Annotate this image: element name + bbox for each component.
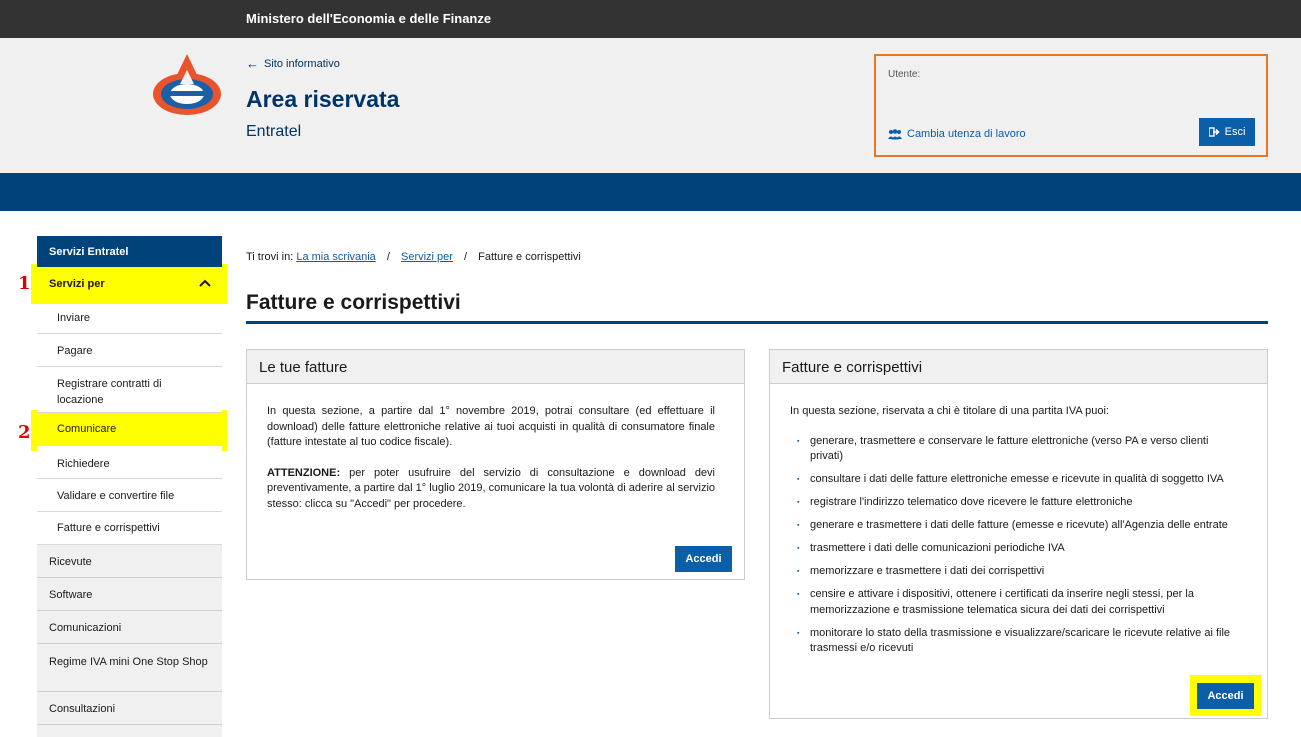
- card-le-tue-fatture: [246, 349, 745, 580]
- card-attention: [267, 466, 715, 513]
- accedi-button-corrispettivi[interactable]: [1197, 683, 1254, 709]
- logout-label: Esci: [1224, 126, 1246, 138]
- sidebar-item-comunicare[interactable]: [37, 413, 222, 446]
- title-divider: [246, 321, 1268, 324]
- logout-button[interactable]: [1199, 118, 1255, 146]
- breadcrumb-separator: /: [386, 251, 390, 263]
- back-link-label: Sito informativo: [264, 57, 340, 70]
- sidebar-item-label: Comunicare: [57, 423, 117, 435]
- sidebar-item-label: Servizi per: [49, 278, 105, 290]
- users-icon: [888, 129, 902, 140]
- sidebar-item-validare[interactable]: [37, 479, 222, 512]
- sidebar-item-label: Consultazioni: [49, 703, 116, 715]
- list-item: ▪ generare, trasmettere e conservare le fatture elettroniche (verso PA e verso clienti privati): [790, 434, 1242, 465]
- services-list: [790, 434, 1242, 657]
- back-link[interactable]: [246, 56, 340, 71]
- annotation-marker-2: 2: [18, 422, 31, 443]
- breadcrumb: [246, 251, 581, 263]
- sidebar-item-servizi-per[interactable]: [37, 267, 222, 301]
- annotation-marker-1: 1: [18, 273, 31, 294]
- sidebar-item-label: Richiedere: [57, 458, 110, 470]
- change-workspace-label: Cambia utenza di lavoro: [907, 128, 1026, 140]
- chevron-up-icon: [199, 279, 211, 287]
- card-body: [790, 404, 1242, 664]
- list-item: ▪ consultare i dati delle fatture elettroniche emesse e ricevute in qualità di soggetto IVA: [790, 472, 1242, 488]
- card-paragraph: In questa sezione, a partire dal 1° novembre 2019, potrai consultare (ed effettuare il download) delle fatture elettroniche relative ai tuoi acquisti in qualità di consumatore finale (fatture intestate al tuo codice fiscale).: [267, 405, 715, 448]
- sidebar-item-label: Software: [49, 589, 93, 601]
- breadcrumb-separator: /: [464, 251, 468, 263]
- sidebar-item-fatture[interactable]: [37, 512, 222, 545]
- sidebar-item-inviare[interactable]: [37, 301, 222, 334]
- list-item: ▪ registrare l'indirizzo telematico dove ricevere le fatture elettroniche: [790, 495, 1242, 511]
- user-box: [874, 54, 1268, 157]
- page-title: Fatture e corrispettivi: [246, 291, 461, 314]
- list-item: ▪ generare e trasmettere i dati delle fatture (emesse e ricevute) all'Agenzia delle entrate: [790, 518, 1242, 534]
- card-body: [267, 404, 715, 512]
- agency-logo-icon[interactable]: [150, 54, 224, 116]
- accedi-button-fatture[interactable]: [675, 546, 732, 572]
- sidebar-item-label: Validare e convertire file: [57, 490, 175, 502]
- nav-band: [0, 173, 1301, 211]
- card-title: Fatture e corrispettivi: [770, 350, 1267, 384]
- accedi-label: Accedi: [685, 553, 722, 565]
- sidebar-item-registrare[interactable]: [37, 367, 222, 413]
- page-header-title: Area riservata: [246, 86, 400, 112]
- sidebar-item-label: Regime IVA mini One Stop Shop: [49, 656, 208, 668]
- breadcrumb-prefix: Ti trovi in:: [246, 251, 294, 263]
- attention-label: ATTENZIONE:: [267, 466, 341, 479]
- sidebar-item-pagare[interactable]: [37, 334, 222, 367]
- top-bar: [0, 0, 1301, 38]
- breadcrumb-link-servizi-per[interactable]: Servizi per: [401, 251, 453, 263]
- sidebar-item-ricevute[interactable]: [37, 545, 222, 578]
- card-title: Le tue fatture: [247, 350, 744, 384]
- sidebar-item-label: Inviare: [57, 312, 91, 324]
- list-item: ▪ memorizzare e trasmettere i dati dei corrispettivi: [790, 564, 1242, 580]
- sidebar-item-regime-iva[interactable]: [37, 644, 222, 692]
- sidebar-item-label: Registrare contratti di locazione: [57, 378, 162, 406]
- list-item: ▪ censire e attivare i dispositivi, ottenere i certificati da inserire negli stessi, per la memorizzazione e trasmissione telematica sicura dei dati dei corrispettivi: [790, 587, 1242, 618]
- card-intro: In questa sezione, riservata a chi è titolare di una partita IVA puoi:: [790, 405, 1109, 417]
- sidebar-item-comunicazioni[interactable]: [37, 611, 222, 644]
- sidebar-item-richiedere[interactable]: [37, 446, 222, 479]
- page-header-subtitle: Entratel: [246, 123, 302, 140]
- sidebar-item-label: Fatture e corrispettivi: [57, 522, 160, 534]
- list-item: ▪ trasmettere i dati delle comunicazioni periodiche IVA: [790, 541, 1242, 557]
- change-workspace-link[interactable]: [888, 128, 1026, 140]
- arrow-left-icon: ←: [246, 56, 259, 71]
- sidebar-item-label: Comunicazioni: [49, 622, 122, 634]
- attention-text: per poter usufruire del servizio di consultazione e download devi preventivamente, a partire dal 1° luglio 2019, comunicare la tua volontà di aderire al servizio stesso: clicca su "Accedi" per procedere.: [267, 466, 715, 510]
- sidebar-item-label: Ricevute: [49, 556, 92, 568]
- utente-label: Utente:: [888, 69, 921, 80]
- sidebar-item-consultazioni[interactable]: [37, 692, 222, 725]
- sidebar-item-label: Pagare: [57, 345, 93, 357]
- sidebar-item-software[interactable]: [37, 578, 222, 611]
- sidebar: [37, 236, 222, 737]
- card-fatture-corrispettivi: [769, 349, 1268, 719]
- breadcrumb-link-scrivania[interactable]: La mia scrivania: [296, 251, 376, 263]
- accedi-label: Accedi: [1207, 690, 1244, 702]
- ministry-title: Ministero dell'Economia e delle Finanze: [246, 11, 492, 26]
- list-item: ▪ monitorare lo stato della trasmissione e visualizzare/scaricare le ricevute relative ai file trasmessi e/o ricevuti: [790, 626, 1242, 657]
- breadcrumb-current: Fatture e corrispettivi: [478, 251, 581, 263]
- logout-icon: [1209, 127, 1220, 137]
- sidebar-header: Servizi Entratel: [37, 236, 222, 267]
- sidebar-item-more[interactable]: [37, 725, 222, 737]
